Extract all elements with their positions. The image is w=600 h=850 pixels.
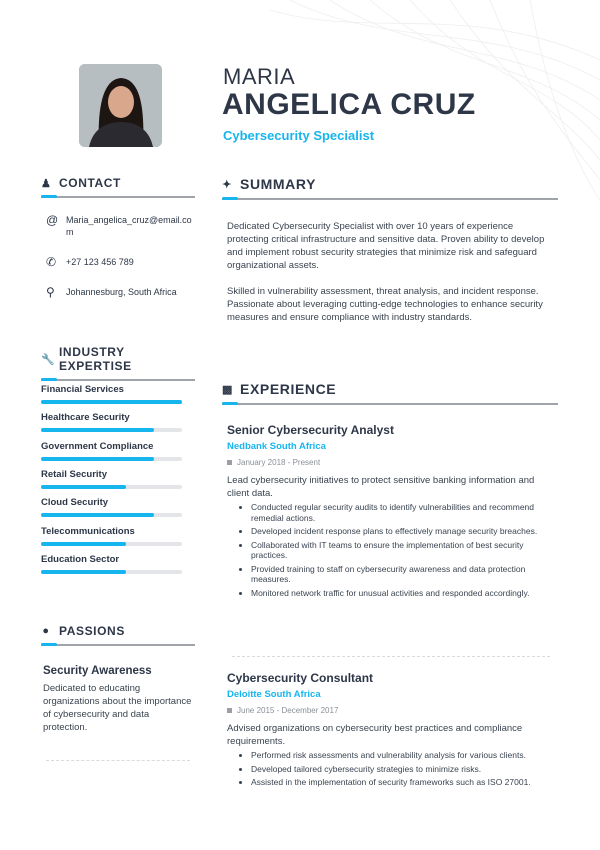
- skill-item: [41, 412, 182, 432]
- skill-label: Financial Services: [41, 384, 124, 395]
- phone-text: +27 123 456 789: [66, 257, 134, 267]
- job-description: Advised organizations on cybersecurity best practices and compliance requirements.: [227, 723, 523, 747]
- skill-bar: [41, 485, 182, 489]
- job-title: Cybersecurity Consultant: [227, 671, 374, 685]
- skill-bar-fill: [41, 513, 154, 517]
- profile-photo: [79, 64, 162, 147]
- job-bullet: • Conducted regular security audits to identify vulnerabilities and recommend remedial actions.: [251, 502, 559, 523]
- contact-email: [46, 214, 196, 238]
- section-heading: INDUSTRY EXPERTISE: [59, 345, 132, 373]
- job-bullet: • Provided training to staff on cybersecurity awareness and data protection measures.: [251, 564, 559, 585]
- job-bullet: • Developed tailored cybersecurity strategies to minimize risks.: [251, 764, 559, 775]
- skill-bar-fill: [41, 400, 182, 404]
- skill-bar: [41, 457, 182, 461]
- expertise-section: [41, 345, 195, 381]
- company-name: Nedbank South Africa: [227, 441, 326, 452]
- job-bullet: • Collaborated with IT teams to ensure the implementation of best security practices.: [251, 540, 559, 561]
- divider: [232, 656, 550, 657]
- contact-phone: [46, 256, 196, 268]
- contact-section: [41, 176, 195, 198]
- skill-label: Education Sector: [41, 553, 120, 565]
- job-dates: June 2015 - December 2017: [237, 706, 339, 715]
- wrench-icon: 🔧: [41, 353, 56, 366]
- skill-item: [41, 441, 182, 461]
- lightbulb-icon: ●: [42, 625, 50, 637]
- job-bullet: • Developed incident response plans to effectively manage security breaches.: [251, 526, 559, 537]
- skill-item: [41, 384, 182, 404]
- skill-bar: [41, 400, 182, 404]
- summary-section: [222, 176, 558, 200]
- divider: [46, 760, 190, 761]
- job-dates: January 2018 - Present: [237, 458, 321, 467]
- skill-label: Healthcare Security: [41, 412, 130, 424]
- skill-bar-fill: [41, 485, 126, 489]
- section-heading: EXPERIENCE: [240, 381, 337, 397]
- skill-item: [41, 554, 182, 574]
- section-heading: SUMMARY: [240, 176, 317, 192]
- at-icon: @: [46, 213, 59, 227]
- skill-label: Retail Security: [41, 468, 107, 480]
- section-heading: CONTACT: [59, 176, 121, 190]
- user-icon: ♟: [41, 177, 52, 190]
- skill-item: [41, 526, 182, 546]
- passion-text: Dedicated to educating organizations about the importance of cybersecurity and data protection.: [43, 683, 192, 733]
- job-bullet: • Monitored network traffic for unusual activities and responded accordingly.: [251, 588, 559, 599]
- job-entry: [227, 423, 559, 601]
- email-link[interactable]: Maria_angelica_cruz@email.com: [66, 215, 192, 237]
- job-title: Senior Cybersecurity Analyst: [227, 423, 394, 437]
- skill-bar-fill: [41, 542, 126, 546]
- job-bullet: • Performed risk assessments and vulnerability analysis for various clients.: [251, 750, 559, 761]
- experience-section: [222, 381, 558, 405]
- skill-item: [41, 469, 182, 489]
- skill-bar-fill: [41, 570, 126, 574]
- phone-icon: ✆: [46, 255, 57, 269]
- skill-bar: [41, 428, 182, 432]
- sparkle-icon: ✦: [222, 178, 232, 191]
- location-text: Johannesburg, South Africa: [66, 287, 177, 297]
- skill-bar-fill: [41, 428, 154, 432]
- passion-title: Security Awareness: [43, 665, 152, 677]
- summary-paragraph: Dedicated Cybersecurity Specialist with over 10 years of experience protecting critical infrastructure and sensitive data. Proven ability to develop and implement robust security strategies that minimize risk and safeguard organizational assets.: [227, 221, 545, 271]
- divider: [222, 198, 558, 200]
- calendar-icon: [227, 708, 232, 713]
- section-heading: PASSIONS: [59, 624, 125, 638]
- summary-paragraph: Skilled in vulnerability assessment, threat analysis, and incident response. Passionate about leveraging cutting-edge technologies to enhance security measures and ensure compliance with industry standards.: [227, 286, 543, 323]
- skill-bar: [41, 513, 182, 517]
- job-description: Lead cybersecurity initiatives to protect sensitive banking information and client data.: [227, 475, 535, 499]
- job-title: Cybersecurity Specialist: [223, 128, 375, 143]
- skill-label: Telecommunications: [41, 525, 135, 537]
- calendar-icon: [227, 460, 232, 465]
- divider: [41, 644, 195, 646]
- company-name: Deloitte South Africa: [227, 689, 321, 700]
- job-bullet: • Assisted in the implementation of security frameworks such as ISO 27001.: [251, 777, 559, 788]
- skill-label: Government Compliance: [41, 440, 154, 452]
- last-name: ANGELICA CRUZ: [222, 88, 476, 121]
- skill-bar: [41, 542, 182, 546]
- divider: [41, 379, 195, 381]
- first-name: MARIA: [223, 64, 296, 89]
- skill-label: Cloud Security: [41, 497, 109, 509]
- briefcase-icon: ▩: [222, 383, 233, 396]
- job-entry: [227, 671, 559, 791]
- skill-item: [41, 497, 182, 517]
- skill-bar-fill: [41, 457, 154, 461]
- divider: [222, 403, 558, 405]
- skill-bar: [41, 570, 182, 574]
- location-pin-icon: ⚲: [46, 285, 55, 299]
- contact-location: [46, 286, 196, 298]
- divider: [41, 196, 195, 198]
- passions-section: [41, 624, 195, 646]
